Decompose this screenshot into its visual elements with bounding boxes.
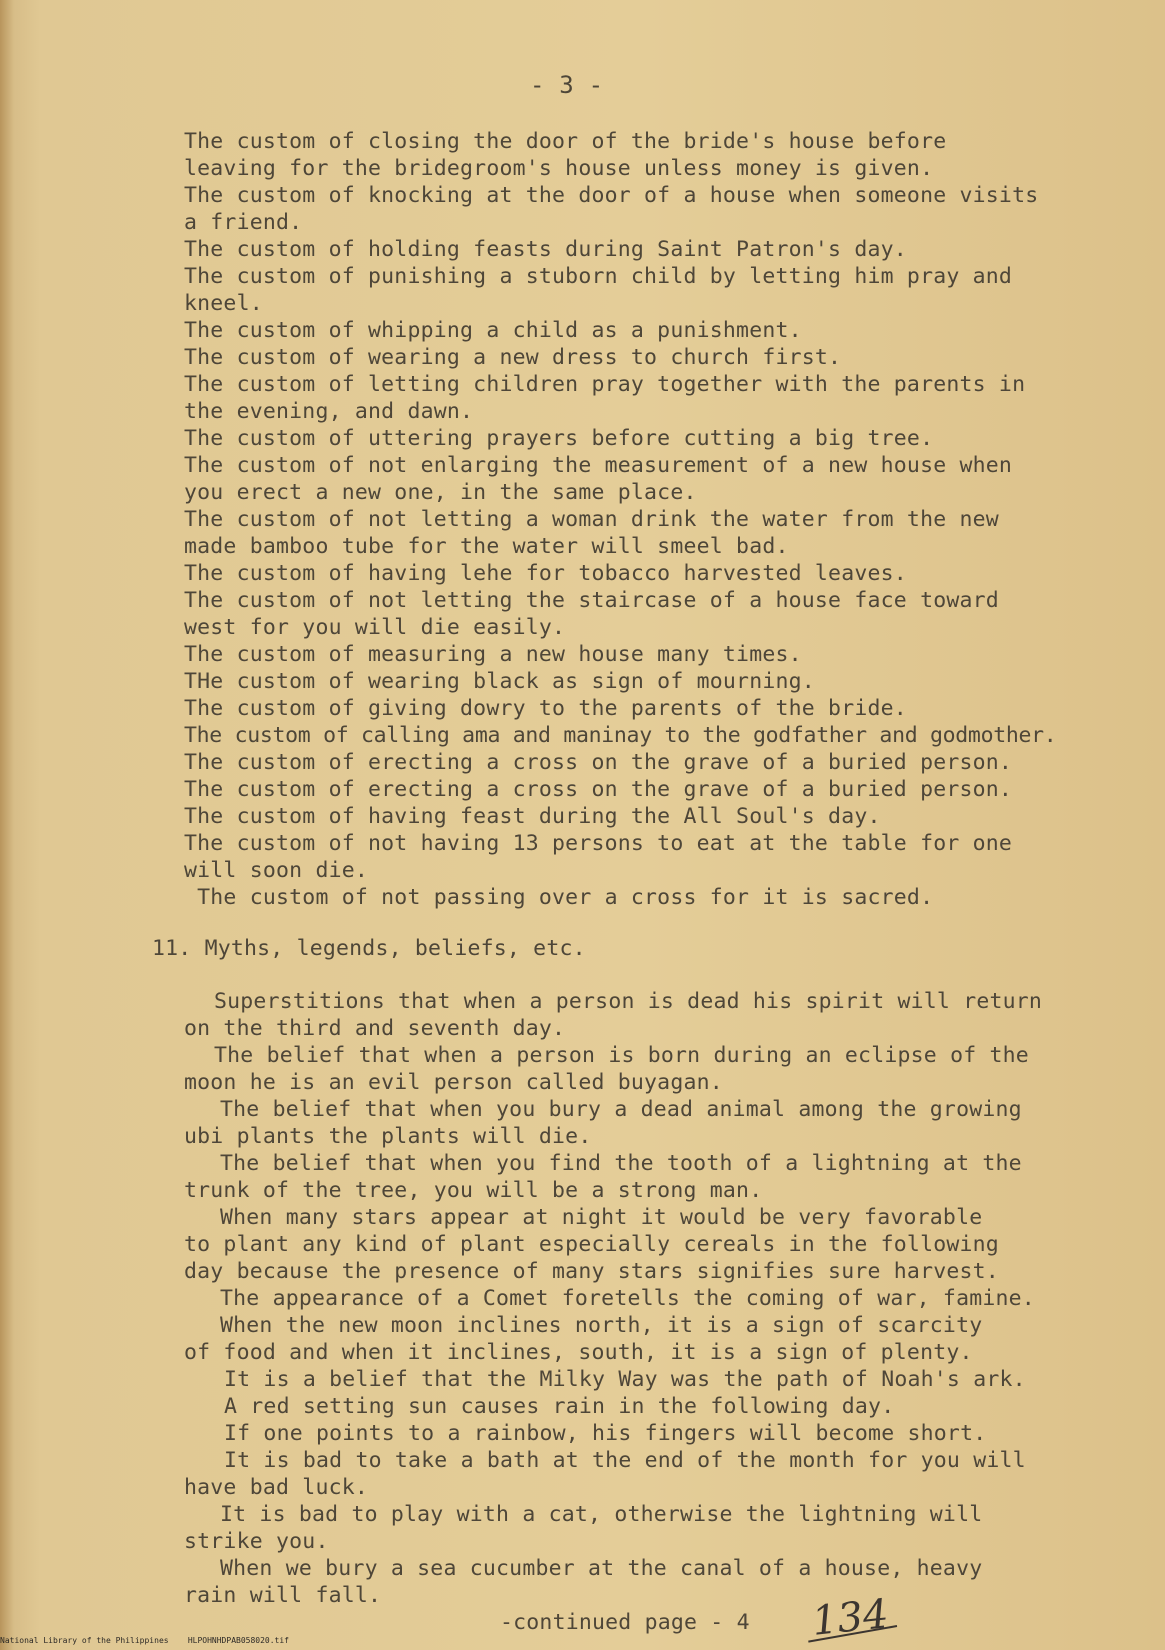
text-line: on the third and seventh day.: [184, 1016, 566, 1041]
text-line: moon he is an evil person called buyagan.: [184, 1070, 723, 1095]
text-line: THe custom of wearing black as sign of mourning.: [184, 669, 815, 694]
text-line: the evening, and dawn.: [184, 399, 474, 424]
text-line: The custom of calling ama and maninay to the godfather and godmother.: [184, 723, 1057, 748]
text-line: When the new moon inclines north, it is a sign of scarcity: [220, 1313, 983, 1338]
text-line: The appearance of a Comet foretells the coming of war, famine.: [220, 1286, 1035, 1311]
text-line: The belief that when a person is born during an eclipse of the: [214, 1043, 1029, 1068]
text-line: The custom of erecting a cross on the grave of a buried person.: [184, 750, 1013, 775]
text-line: rain will fall.: [184, 1583, 382, 1608]
text-line: The custom of whipping a child as a punishment.: [184, 318, 802, 343]
text-line: leaving for the bridegroom's house unless money is given.: [184, 156, 934, 181]
text-line: day because the presence of many stars signifies sure harvest.: [184, 1259, 999, 1284]
text-line: When many stars appear at night it would be very favorable: [220, 1205, 983, 1230]
archive-stamp: National Library of the Philippines HLPOHNHDPAB058020.tif: [0, 1636, 289, 1645]
text-line: west for you will die easily.: [184, 615, 566, 640]
text-line: Superstitions that when a person is dead his spirit will return: [214, 989, 1043, 1014]
text-line: The custom of punishing a stuborn child by letting him pray and: [184, 264, 1013, 289]
text-line: A red setting sun causes rain in the following day.: [224, 1394, 895, 1419]
text-line: made bamboo tube for the water will smeel bad.: [184, 534, 789, 559]
text-line: The custom of closing the door of the bride's house before: [184, 129, 947, 154]
text-line: It is bad to take a bath at the end of the month for you will: [224, 1448, 1026, 1473]
text-line: The custom of giving dowry to the parents of the bride.: [184, 696, 907, 721]
text-line: It is a belief that the Milky Way was the path of Noah's ark.: [224, 1367, 1026, 1392]
text-line: The custom of having feast during the All Soul's day.: [184, 804, 881, 829]
text-line: The custom of holding feasts during Saint Patron's day.: [184, 237, 907, 262]
text-line: have bad luck.: [184, 1475, 369, 1500]
section-heading: 11. Myths, legends, beliefs, etc.: [152, 936, 586, 961]
text-line: you erect a new one, in the same place.: [184, 480, 697, 505]
text-line: The custom of knocking at the door of a house when someone visits: [184, 183, 1039, 208]
text-line: The custom of not having 13 persons to eat at the table for one: [184, 831, 1013, 856]
text-line: kneel.: [184, 291, 263, 316]
text-line: will soon die.: [184, 858, 369, 883]
text-line: ubi plants the plants will die.: [184, 1124, 592, 1149]
text-line: The custom of having lehe for tobacco harvested leaves.: [184, 561, 907, 586]
text-line: The custom of uttering prayers before cutting a big tree.: [184, 426, 934, 451]
text-line: The custom of wearing a new dress to church first.: [184, 345, 842, 370]
text-line: The custom of not enlarging the measurement of a new house when: [184, 453, 1013, 478]
text-line: When we bury a sea cucumber at the canal of a house, heavy: [220, 1556, 983, 1581]
text-line: The belief that when you find the tooth of a lightning at the: [220, 1151, 1022, 1176]
text-line: The custom of measuring a new house many times.: [184, 642, 802, 667]
text-line: a friend.: [184, 210, 303, 235]
text-line: The custom of not letting a woman drink the water from the new: [184, 507, 999, 532]
text-line: The custom of erecting a cross on the grave of a buried person.: [184, 777, 1013, 802]
text-line: to plant any kind of plant especially cereals in the following: [184, 1232, 999, 1257]
text-line: trunk of the tree, you will be a strong man.: [184, 1178, 763, 1203]
handwritten-page-number: 134: [809, 1591, 891, 1645]
page-number: - 3 -: [530, 71, 604, 99]
text-line: It is bad to play with a cat, otherwise the lightning will: [220, 1502, 983, 1527]
text-line: If one points to a rainbow, his fingers will become short.: [224, 1421, 987, 1446]
text-line: strike you.: [184, 1529, 329, 1554]
text-line: The custom of not passing over a cross for it is sacred.: [184, 885, 934, 910]
continuation-note: -continued page - 4: [500, 1610, 750, 1635]
text-line: The belief that when you bury a dead animal among the growing: [220, 1097, 1022, 1122]
text-line: The custom of not letting the staircase of a house face toward: [184, 588, 999, 613]
text-line: The custom of letting children pray together with the parents in: [184, 372, 1026, 397]
text-line: of food and when it inclines, south, it is a sign of plenty.: [184, 1340, 973, 1365]
